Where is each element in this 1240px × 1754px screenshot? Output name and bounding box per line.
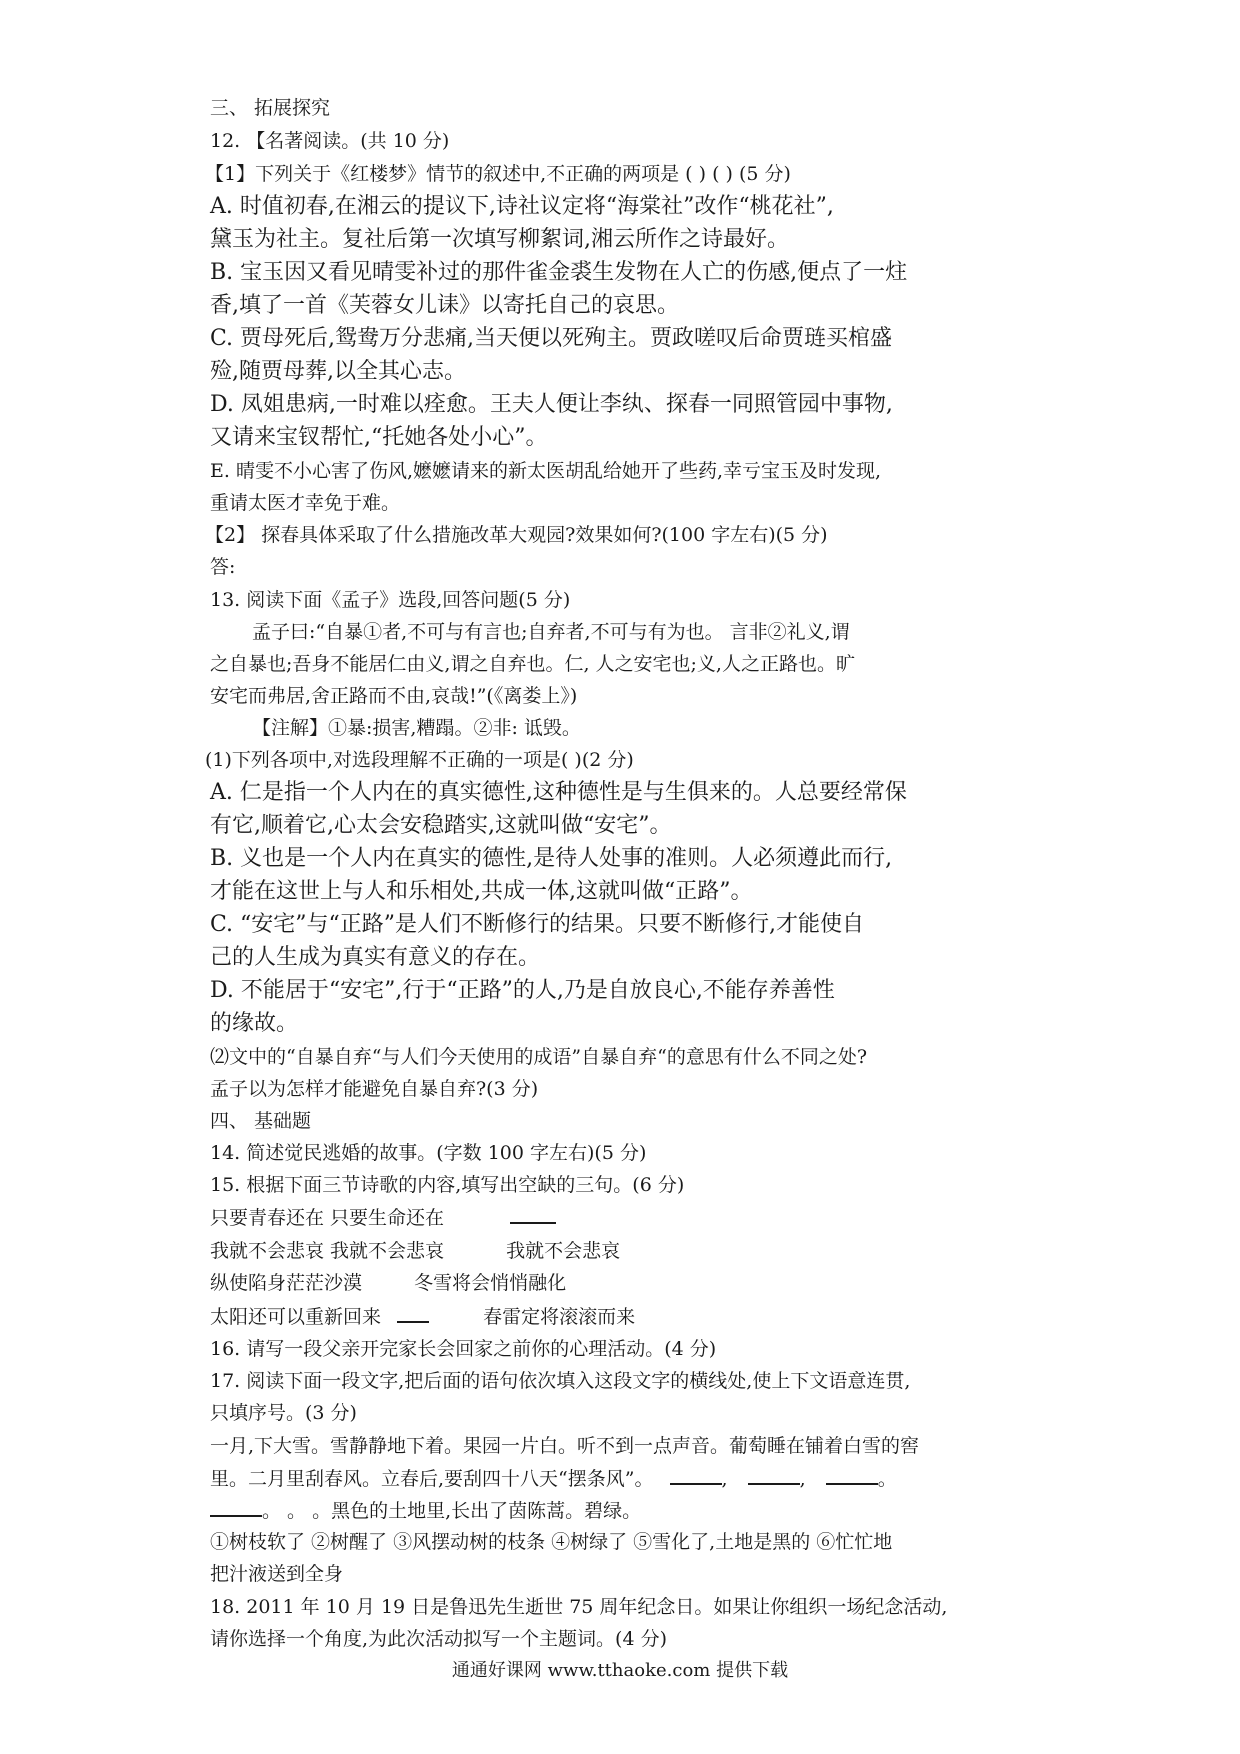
q15-stem: 15. 根据下面三节诗歌的内容,填写出空缺的三句。(6 分): [210, 1174, 685, 1196]
q17-passage-line3-text: 。 。 。黑色的土地里,长出了茵陈蒿。碧绿。: [262, 1500, 642, 1522]
q12-option-a-line2: 黛玉为社主。复社后第一次填写柳絮词,湘云所作之诗最好。: [210, 227, 789, 252]
q17-stem-line1: 17. 阅读下面一段文字,把后面的语句依次填入这段文字的横线处,使上下文语意连贯,: [210, 1370, 911, 1392]
q17-passage-line1: 一月,下大雪。雪静静地下着。果园一片白。听不到一点声音。葡萄睡在铺着白雪的窖: [210, 1435, 920, 1457]
q17-options-line1: ①树枝软了 ②树醒了 ③风摆动树的枝条 ④树绿了 ⑤雪化了,土地是黑的 ⑥忙忙地: [210, 1531, 893, 1553]
q13-passage-line1: 孟子曰:“自暴①者,不可与有言也;自弃者,不可与有为也。 言非②礼义,谓: [252, 621, 850, 643]
q15-poem-line1: [210, 1204, 556, 1231]
q17-options-line2: 把汁液送到全身: [210, 1563, 344, 1585]
section-4-title: 四、 基础题: [210, 1110, 312, 1132]
q12-header: 12. 【名著阅读。(共 10 分): [210, 130, 450, 152]
q12-option-b-line2: 香,填了一首《芙蓉女儿诔》以寄托自己的哀思。: [210, 293, 679, 318]
q17-passage-line3: [210, 1497, 641, 1524]
q15-poem-line2-left: 我就不会悲哀 我就不会悲哀: [210, 1240, 445, 1262]
q15-poem-line4-right: 春雷定将滚滚而来: [483, 1306, 636, 1328]
q15-blank-2[interactable]: [397, 1303, 429, 1323]
q14-stem: 14. 简述觉民逃婚的故事。(字数 100 字左右)(5 分): [210, 1142, 647, 1164]
q12-part2-stem: 【2】 探春具体采取了什么措施改革大观园?效果如何?(100 字左右)(5 分): [205, 524, 828, 546]
q13-option-b-line2: 才能在这世上与人和乐相处,共成一体,这就叫做“正路”。: [210, 879, 753, 904]
q17-comma-1: ,: [721, 1468, 728, 1490]
q12-option-c-line1: C. 贾母死后,鸳鸯万分悲痛,当天便以死殉主。贾政嗟叹后命贾琏买棺盛: [210, 326, 893, 351]
q15-poem-line2-right: 我就不会悲哀: [506, 1240, 621, 1262]
q13-option-c-line2: 己的人生成为真实有意义的存在。: [210, 945, 541, 970]
q15-poem-line3-left: 纵使陷身茫茫沙漠: [210, 1272, 363, 1294]
q15-poem-line3: [210, 1270, 566, 1296]
q13-option-d-line1: D. 不能居于“安宅”,行于“正路”的人,乃是自放良心,不能存养善性: [210, 978, 835, 1003]
q13-option-c-line1: C. “安宅”与“正路”是人们不断修行的结果。只要不断修行,才能使自: [210, 912, 865, 937]
q17-period-1: 。: [877, 1468, 897, 1490]
q17-comma-2: ,: [799, 1468, 806, 1490]
q17-stem-line2: 只填序号。(3 分): [210, 1402, 357, 1424]
q17-blank-4[interactable]: [210, 1497, 262, 1517]
q17-passage-line2: [210, 1465, 897, 1492]
q17-blank-1[interactable]: [670, 1465, 722, 1485]
q16-stem: 16. 请写一段父亲开完家长会回家之前你的心理活动。(4 分): [210, 1338, 717, 1360]
q12-option-e-line2: 重请太医才幸免于难。: [210, 492, 401, 514]
q12-option-c-line2: 殓,随贾母葬,以全其心志。: [210, 359, 466, 384]
q13-option-b-line1: B. 义也是一个人内在真实的德性,是待人处事的准则。人必须遵此而行,: [210, 846, 893, 871]
q15-blank-1[interactable]: [510, 1204, 556, 1224]
q13-sub1-stem: (1)下列各项中,对选段理解不正确的一项是( )(2 分): [205, 749, 634, 771]
q13-header: 13. 阅读下面《孟子》选段,回答问题(5 分): [210, 589, 571, 611]
q15-poem-line4: [210, 1303, 635, 1330]
q18-stem-line2: 请你选择一个角度,为此次活动拟写一个主题词。(4 分): [210, 1628, 667, 1650]
q12-part1-stem: 【1】下列关于《红楼梦》情节的叙述中,不正确的两项是 ( ) ( ) (5 分): [205, 163, 791, 185]
q13-option-a-line2: 有它,顺着它,心太会安稳踏实,这就叫做“安宅”。: [210, 813, 672, 838]
q15-poem-line3-right: 冬雪将会悄悄融化: [414, 1272, 567, 1294]
q13-sub2-line2: 孟子以为怎样才能避免自暴自弃?(3 分): [210, 1078, 539, 1100]
q12-option-e-line1: E. 晴雯不小心害了伤风,嬷嬷请来的新太医胡乱给她开了些药,幸亏宝玉及时发现,: [210, 460, 882, 482]
q13-sub2-line1: ⑵文中的“自暴自弃“与人们今天使用的成语”自暴自弃“的意思有什么不同之处?: [210, 1046, 868, 1068]
q17-blank-2[interactable]: [748, 1465, 800, 1485]
page-footer: 通通好课网 www.tthaoke.com 提供下载: [451, 1660, 789, 1681]
q12-answer-label: 答:: [210, 556, 236, 578]
q15-poem-line1-text: 只要青春还在 只要生命还在: [210, 1207, 445, 1229]
section-3-title: 三、 拓展探究: [210, 97, 331, 119]
q12-option-b-line1: B. 宝玉因又看见晴雯补过的那件雀金裘生发物在人亡的伤感,便点了一炷: [210, 260, 908, 285]
q17-blank-3[interactable]: [826, 1465, 878, 1485]
q13-option-d-line2: 的缘故。: [210, 1011, 299, 1036]
q15-poem-line4-left: 太阳还可以重新回来: [210, 1306, 382, 1328]
q15-poem-line2: [210, 1238, 620, 1264]
q12-option-d-line2: 又请来宝钗帮忙,“托她各处小心”。: [210, 425, 548, 450]
q12-option-d-line1: D. 凤姐患病,一时难以痊愈。王夫人便让李纨、探春一同照管园中事物,: [210, 392, 893, 417]
q13-notes: 【注解】①暴:损害,糟蹋。②非: 诋毁。: [252, 717, 581, 739]
q12-option-a-line1: A. 时值初春,在湘云的提议下,诗社议定将“海棠社”改作“桃花社”,: [210, 194, 834, 219]
q13-passage-line3: 安宅而弗居,舍正路而不由,哀哉!”(《离娄上》): [210, 685, 578, 707]
q13-option-a-line1: A. 仁是指一个人内在的真实德性,这种德性是与生俱来的。人总要经常保: [210, 780, 907, 805]
q18-stem-line1: 18. 2011 年 10 月 19 日是鲁迅先生逝世 75 周年纪念日。如果让你组织一场纪念活动,: [210, 1596, 948, 1618]
q17-passage-line2-text: 里。二月里刮春风。立春后,要刮四十八天“摆条风”。: [210, 1468, 654, 1490]
q13-passage-line2: 之自暴也;吾身不能居仁由义,谓之自弃也。仁, 人之安宅也;义,人之正路也。旷: [210, 653, 855, 675]
